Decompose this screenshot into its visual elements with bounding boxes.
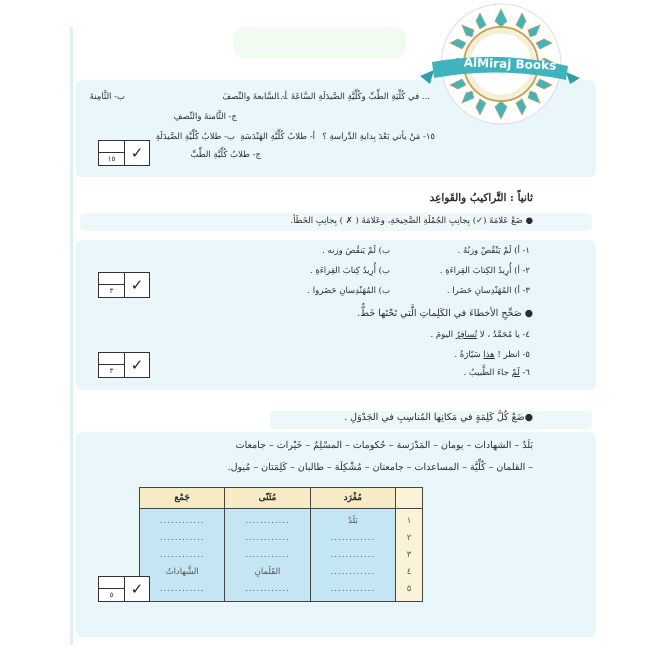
q15-option-a: أ- طلابُ كُلِّيَّةِ الهَنْدَسَةِ bbox=[240, 132, 315, 142]
instruction-mark: ● ضَعْ عَلامَةَ (✓) بِجانِبِ الجُمْلَةِ الصَّحِيحَةِ، وعَلامَةَ ( ✗ ) بِجانِبِ الخَطَأ. bbox=[290, 216, 533, 226]
item-2a: ٢- أ) أُرِيدُ الكِتابَ القِراءَةِ . bbox=[439, 266, 530, 276]
word-bank-line-2: – القلمان – كُلِّيَّة – المساعدات – جامعتان – مُشْكِلَة – طالبان – كَلِمَتان – مُيول. bbox=[227, 462, 533, 473]
q15-stem: ١٥- مَنْ يأتي بَعْدَ بِدايةِ الدِّراسةِ ؟ bbox=[322, 132, 435, 142]
score-total: ٣ bbox=[109, 367, 114, 375]
score-box bbox=[98, 352, 150, 378]
checkmark-icon: ✓ bbox=[124, 141, 149, 165]
section-heading: ثانياً : التَّراكيبُ والقَواعِد bbox=[429, 192, 533, 204]
plural-column[interactable]: ............ ............ ............ الشَّهاداتُ ............ bbox=[140, 509, 225, 602]
section-title-banner bbox=[233, 27, 406, 59]
header-dual: مُثَنّى bbox=[225, 488, 310, 509]
page-edge bbox=[70, 27, 73, 645]
instruction-table: ●ضَعْ كُلَّ كَلِمَةٍ في مَكانِها المُناسِبِ في الجَدْوَلِ . bbox=[344, 412, 533, 423]
q14-option-b: ب- الثَّامِنةَ bbox=[89, 92, 125, 102]
item-3b: ب) المُهَنْدِسانِ حَضَروا . bbox=[307, 286, 390, 296]
score-total: ٥ bbox=[109, 591, 114, 599]
logo-text: AlMiraj Books bbox=[463, 55, 557, 73]
header-singular: مُفْرَد bbox=[310, 488, 395, 509]
score-box bbox=[98, 140, 150, 166]
item-1b: ب) لَمْ يَنقُصَ وزنه . bbox=[322, 246, 390, 256]
q15-option-c: ج- طلابُ كُلِّيَّةِ الطِّبِّ bbox=[190, 150, 261, 160]
q14-stem: ... في كُلِّيَةِ الطِّبِّ وكُلِّيَّةِ الصَّيدَلَةِ السَّاعَةَ .... bbox=[277, 92, 430, 102]
q15-option-b: ب- طلابُ كُلِّيَّةِ الصَّيدَلَةِ bbox=[155, 132, 235, 142]
dual-column[interactable]: ............ ............ ............ القَلَمانِ ............ bbox=[225, 509, 310, 602]
checkmark-icon: ✓ bbox=[124, 273, 149, 297]
score-total: ٣ bbox=[109, 287, 114, 295]
correct-item-6: ٦- لَمْ جاءَ الطَّبيبُ . bbox=[463, 368, 530, 378]
correct-item-5: ٥- انظر ! هذا سَيّارَةٌ . bbox=[454, 350, 530, 360]
instruction-correct: ● صَحِّحِ الأخطاءَ في الكَلِماتِ الَّتي تَحْتَها خَطٌّ. bbox=[357, 308, 533, 319]
index-column: ١ ٢ ٣ ٤ ٥ bbox=[396, 509, 423, 602]
checkmark-icon: ✓ bbox=[124, 577, 149, 601]
score-box bbox=[98, 576, 150, 602]
checkmark-icon: ✓ bbox=[124, 353, 149, 377]
q14-option-a: أ- السَّابعةَ والنِّصفَ bbox=[222, 92, 287, 102]
item-2b: ب) أُرِيدُ كِتابَ القِراءَةِ . bbox=[309, 266, 390, 276]
score-box bbox=[98, 272, 150, 298]
correct-item-4: ٤- يا مُحَمَّدُ ، لا تُسافِرُ اليومَ . bbox=[430, 330, 530, 340]
header-index bbox=[396, 488, 423, 509]
q14-option-c: ج- الثَّامنةَ والنِّصفِ bbox=[173, 112, 237, 122]
header-plural: جَمْع bbox=[140, 488, 225, 509]
word-bank-line-1: بَلَدٌ – الشهادات – يومان – المَدْرَسة – حُكومات – المسْلِمُ – خَيْرات – جامعات bbox=[235, 440, 533, 451]
noun-forms-table bbox=[139, 487, 423, 602]
singular-column[interactable]: بَلَدٌ ............ ............ ............ ............ bbox=[310, 509, 395, 602]
item-3a: ٣- أ) المُهَنْدِسانِ حَضَرا . bbox=[446, 286, 530, 296]
score-total: ١٥ bbox=[107, 155, 116, 163]
item-1a: ١- أ) لَمْ يَنْقُصْ وزنُهُ . bbox=[457, 246, 530, 256]
